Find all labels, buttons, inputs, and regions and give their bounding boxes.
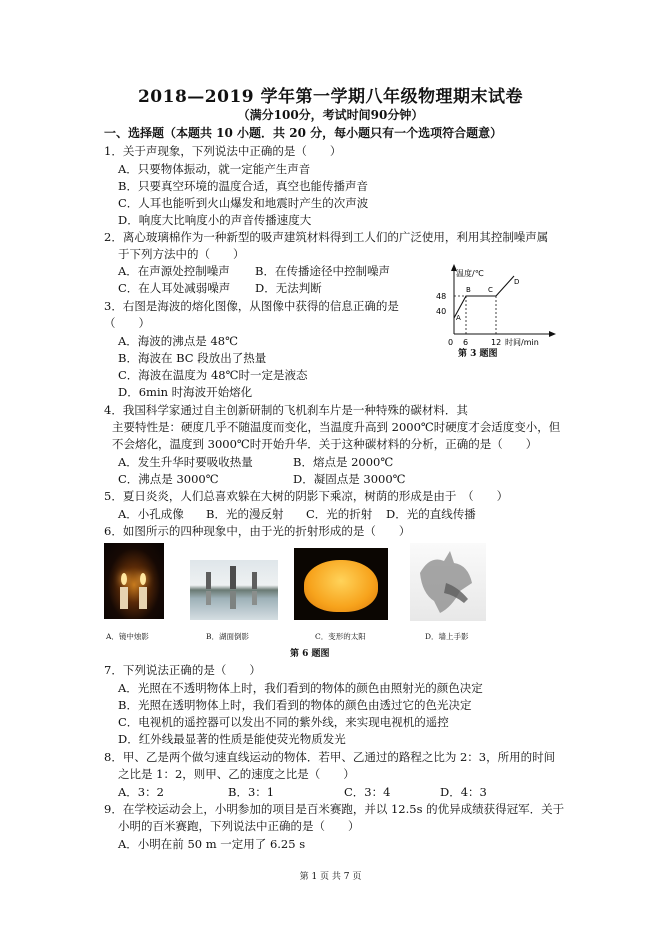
page-footer: 第 1 页 共 7 页 [299, 872, 362, 882]
q5-option-b: B．光的漫反射 [206, 507, 284, 521]
graph-point-b: B [466, 286, 471, 294]
q4-stem-line1: 4．我国科学家通过自主创新研制的飞机刹车片是一种特殊的碳材料．其 [104, 403, 468, 417]
q7-stem: 7．下列说法正确的是（ ） [104, 663, 261, 677]
q6-stem: 6．如图所示的四种现象中，由于光的折射形成的是（ ） [104, 524, 411, 538]
q8-option-c: C．3：4 [344, 785, 391, 799]
q1-option-c: C．人耳也能听到火山爆发和地震时产生的次声波 [118, 196, 369, 210]
q7-option-d: D．红外线最显著的性质是能使荧光物质发光 [118, 732, 346, 746]
graph-tick-12: 12 [491, 338, 502, 347]
q3-paren: （ ） [104, 316, 150, 330]
q7-option-b: B．光照在透明物体上时，我们看到的物体的颜色由透过它的色光决定 [118, 698, 472, 712]
q4-stem-line3: 不会熔化，温度到 3000℃时开始升华．关于这种碳材料的分析，正确的是（ ） [112, 437, 538, 451]
q5-stem: 5．夏日炎炎，人们总喜欢躲在大树的阴影下乘凉，树荫的形成是由于 （ ） [104, 489, 509, 503]
q4-option-d: D．凝固点是 3000℃ [293, 472, 406, 486]
q9-stem-line1: 9．在学校运动会上，小明参加的项目是百米赛跑，并以 12.5s 的优异成绩获得冠军．关于 [104, 802, 565, 816]
q6-caption-a: A．镜中烛影 [106, 632, 149, 641]
q5-option-a: A．小孔成像 [118, 507, 184, 521]
graph-xlabel: 时间/min [505, 338, 539, 347]
q9-option-a: A．小明在前 50 m 一定用了 6.25 s [118, 837, 306, 851]
q4-option-b: B．熔点是 2000℃ [293, 455, 394, 469]
q7-option-c: C．电视机的遥控器可以发出不同的紫外线，来实现电视机的遥控 [118, 715, 449, 729]
q3-option-d: D．6min 时海波开始熔化 [118, 385, 253, 399]
q8-stem-line1: 8．甲、乙是两个做匀速直线运动的物体．若甲、乙通过的路程之比为 2：3，所用的时间 [104, 750, 556, 764]
q4-stem-line2: 主要特性是：硬度几乎不随温度而变化，当温度升高到 2000℃时硬度才会适度变小，但 [112, 420, 561, 434]
q2-option-a: A．在声源处控制噪声 [118, 264, 230, 278]
q7-option-a: A．光照在不透明物体上时，我们看到的物体的颜色由照射光的颜色决定 [118, 681, 483, 695]
q5-option-d: D．光的直线传播 [386, 507, 476, 521]
q2-stem-line2: 于下列方法中的（ ） [118, 247, 245, 261]
q3-figure-caption: 第 3 题图 [458, 349, 498, 359]
q3-option-c: C．海波在温度为 48℃时一定是液态 [118, 368, 308, 382]
graph-point-a: A [456, 314, 461, 322]
q6-caption-c: C．变形的太阳 [315, 632, 366, 641]
photo-hand-shadow [410, 543, 486, 621]
graph-tick-6: 6 [463, 338, 469, 347]
graph-ylabel: 温度/℃ [456, 269, 484, 278]
graph-tick-48: 48 [436, 292, 447, 301]
q6-caption-d: D．墙上手影 [425, 632, 469, 641]
exam-title: 2018—2019 学年第一学期八年级物理期末试卷 [137, 87, 524, 107]
q2-option-c: C．在人耳处减弱噪声 [118, 281, 231, 295]
graph-tick-0: 0 [448, 338, 454, 347]
q3-option-a: A．海波的沸点是 48℃ [118, 334, 238, 348]
graph-tick-40: 40 [436, 307, 447, 316]
q1-option-a: A．只要物体振动，就一定能产生声音 [118, 162, 311, 176]
graph-point-d: D [514, 278, 520, 286]
q2-option-d: D．无法判断 [255, 281, 322, 295]
exam-subtitle: （满分100分，考试时间90分钟） [237, 108, 424, 122]
q1-option-b: B．只要真空环境的温度合适，真空也能传播声音 [118, 179, 368, 193]
q2-stem-line1: 2．离心玻璃棉作为一种新型的吸声建筑材料得到工人们的广泛使用，利用其控制噪声属 [104, 230, 549, 244]
photo-lake-reflection [190, 560, 278, 620]
q8-option-a: A．3：2 [118, 785, 164, 799]
q1-option-d: D．响度大比响度小的声音传播速度大 [118, 213, 312, 227]
q8-option-b: B．3：1 [228, 785, 275, 799]
q4-option-c: C．沸点是 3000℃ [118, 472, 219, 486]
q3-option-b: B．海波在 BC 段放出了热量 [118, 351, 267, 365]
q8-option-d: D．4：3 [440, 785, 487, 799]
q8-stem-line2: 之比是 1：2，则甲、乙的速度之比是（ ） [118, 767, 355, 781]
q3-stem: 3．右图是海波的熔化图像，从图像中获得的信息正确的是 [104, 299, 399, 313]
q5-option-c: C．光的折射 [306, 507, 373, 521]
photo-deformed-sun [294, 548, 388, 620]
graph-point-c: C [488, 286, 493, 294]
section-heading: 一、选择题（本题共 10 小题．共 20 分，每小题只有一个选项符合题意） [104, 126, 503, 140]
q6-figure-caption: 第 6 题图 [290, 649, 330, 659]
photo-candle-mirror [104, 543, 164, 619]
q9-stem-line2: 小明的百米赛跑，下列说法中正确的是（ ） [118, 819, 360, 833]
q1-stem: 1．关于声现象，下列说法中正确的是（ ） [104, 144, 342, 158]
q4-option-a: A．发生升华时要吸收热量 [118, 455, 253, 469]
q6-caption-b: B．湖面倒影 [206, 632, 250, 641]
q2-option-b: B．在传播途径中控制噪声 [255, 264, 390, 278]
